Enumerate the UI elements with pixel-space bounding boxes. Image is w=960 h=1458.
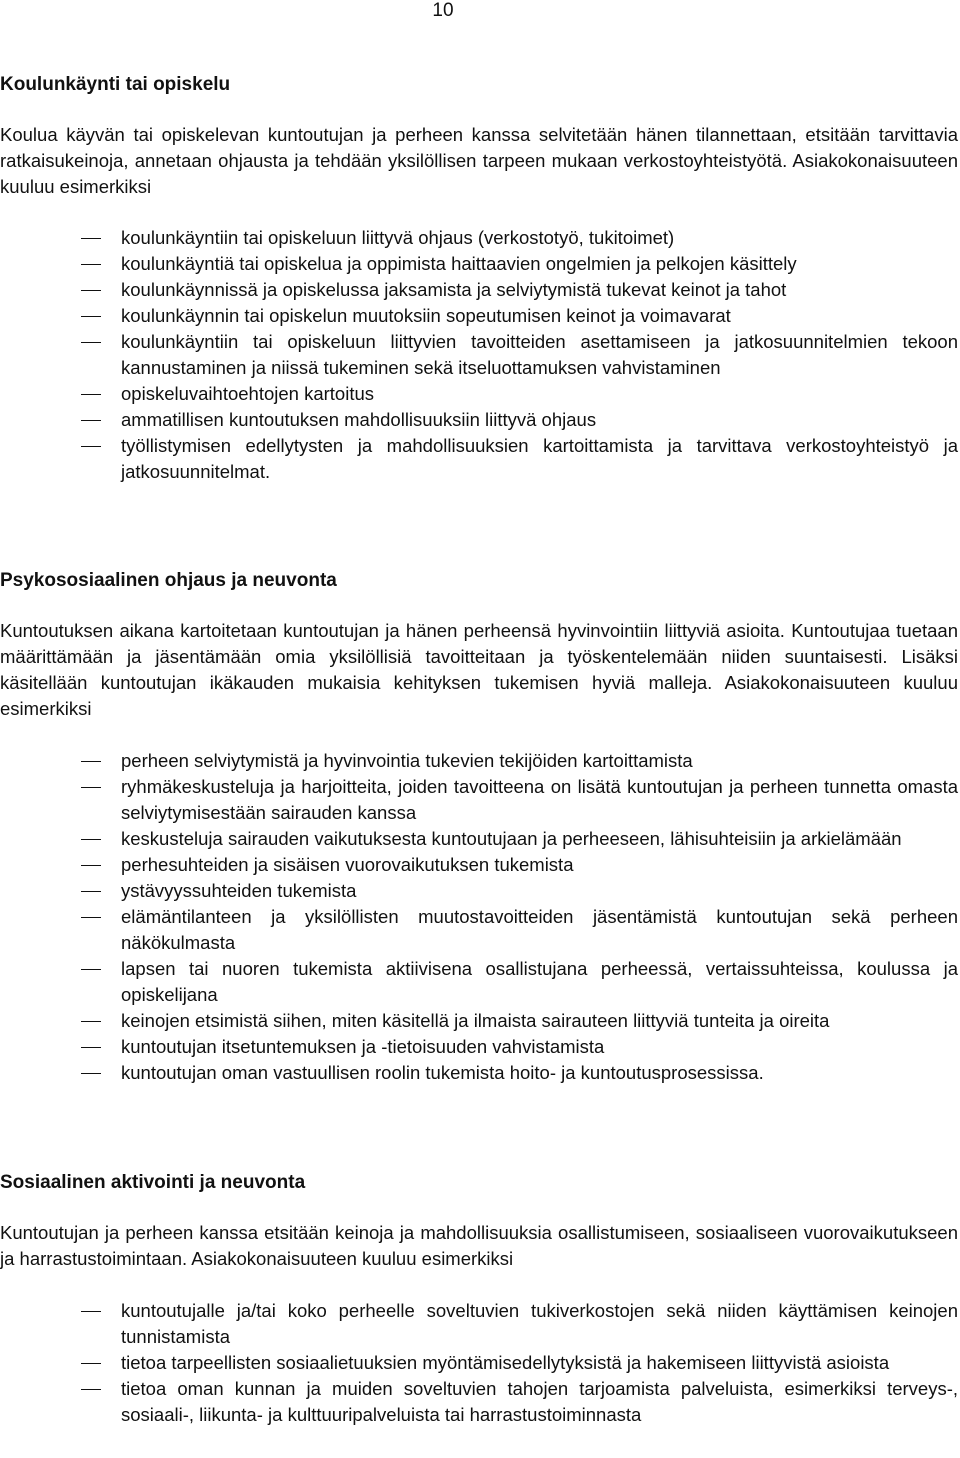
section-intro: Koulua käyvän tai opiskelevan kuntoutujan ja perheen kanssa selvitetään hänen tilannettaan, etsitään tarvittavia ratkaisukeinoja, annetaan ohjausta ja tehdään yksilöllisen tarpeen mukaan verkostoyhteistyötä. Asiakokonaisuuteen kuuluu esimerkiksi [0,124,958,197]
list-item: kuntoutujan itsetuntemuksen ja -tietoisuuden vahvistamista [0,1034,958,1060]
dash-bullet-icon [81,969,101,970]
section-intro: Kuntoutuksen aikana kartoitetaan kuntoutujan ja hänen perheensä hyvinvointiin liittyviä asioita. Kuntoutujaa tuetaan määrittämään ja jäsentämään omia yksilöllisiä tavoitteitaan ja työskentelemään niiden suuntaisesti. Lisäksi käsitellään kuntoutujan ikäkauden mukaisia kehityksen tukemisen hyviä malleja. Asiakokonaisuuteen kuuluu esimerkiksi [0,620,958,719]
dash-bullet-icon [81,865,101,866]
list-item: ryhmäkeskusteluja ja harjoitteita, joiden tavoitteena on lisätä kuntoutujan ja perheen tunnetta omasta selviytymisestään sairauden kanssa [0,774,958,826]
dash-bullet-icon [81,264,101,265]
dash-bullet-icon [81,342,101,343]
dash-bullet-icon [81,1047,101,1048]
section-psykososiaalinen [0,568,958,1086]
list-item: ammatillisen kuntoutuksen mahdollisuuksiin liittyvä ohjaus [0,407,958,433]
bullet-list [0,225,958,485]
bullet-list [0,1298,958,1428]
list-item: perhesuhteiden ja sisäisen vuorovaikutuksen tukemista [0,852,958,878]
dash-bullet-icon [81,238,101,239]
list-item: ystävyyssuhteiden tukemista [0,878,958,904]
list-item: lapsen tai nuoren tukemista aktiivisena osallistujana perheessä, vertaissuhteissa, koulussa ja opiskelijana [0,956,958,1008]
list-item: koulunkäyntiin tai opiskeluun liittyvä ohjaus (verkostotyö, tukitoimet) [0,225,958,251]
page-number: 10 [432,0,454,21]
list-item: keskusteluja sairauden vaikutuksesta kuntoutujaan ja perheeseen, lähisuhteisiin ja arkielämään [0,826,958,852]
dash-bullet-icon [81,420,101,421]
list-item: koulunkäyntiä tai opiskelua ja oppimista haittaavien ongelmien ja pelkojen käsittely [0,251,958,277]
dash-bullet-icon [81,394,101,395]
dash-bullet-icon [81,1021,101,1022]
dash-bullet-icon [81,1311,101,1312]
list-item: opiskeluvaihtoehtojen kartoitus [0,381,958,407]
section-intro: Kuntoutujan ja perheen kanssa etsitään keinoja ja mahdollisuuksia osallistumiseen, sosiaaliseen vuorovaikutukseen ja harrastustoimintaan. Asiakokonaisuuteen kuuluu esimerkiksi [0,1222,958,1269]
dash-bullet-icon [81,446,101,447]
list-item: tietoa oman kunnan ja muiden soveltuvien tahojen tarjoamista palveluista, esimerkiksi terveys-, sosiaali-, liikunta- ja kulttuuripalveluista tai harrastustoiminnasta [0,1376,958,1428]
list-item: kuntoutujan oman vastuullisen roolin tukemista hoito- ja kuntoutusprosessissa. [0,1060,958,1086]
list-item: kuntoutujalle ja/tai koko perheelle soveltuvien tukiverkostojen sekä niiden käyttämisen keinojen tunnistamista [0,1298,958,1350]
dash-bullet-icon [81,891,101,892]
section-heading: Sosiaalinen aktivointi ja neuvonta [0,1172,306,1193]
dash-bullet-icon [81,761,101,762]
section-koulunkaynti [0,72,958,485]
bullet-list [0,748,958,1086]
list-item: perheen selviytymistä ja hyvinvointia tukevien tekijöiden kartoittamista [0,748,958,774]
list-item: koulunkäyntiin tai opiskeluun liittyvien tavoitteiden asettamiseen ja jatkosuunnitelmien tekoon kannustaminen ja niissä tukeminen sekä itseluottamuksen vahvistaminen [0,329,958,381]
list-item: elämäntilanteen ja yksilöllisten muutostavoitteiden jäsentämistä kuntoutujan sekä perheen näkökulmasta [0,904,958,956]
dash-bullet-icon [81,787,101,788]
section-heading: Psykososiaalinen ohjaus ja neuvonta [0,570,337,591]
list-item: tietoa tarpeellisten sosiaalietuuksien myöntämisedellytyksistä ja hakemiseen liittyvistä asioista [0,1350,958,1376]
dash-bullet-icon [81,1389,101,1390]
list-item: keinojen etsimistä siihen, miten käsitellä ja ilmaista sairauteen liittyviä tunteita ja oireita [0,1008,958,1034]
dash-bullet-icon [81,316,101,317]
section-sosiaalinen [0,1170,958,1428]
dash-bullet-icon [81,839,101,840]
list-item: koulunkäynnissä ja opiskelussa jaksamista ja selviytymistä tukevat keinot ja tahot [0,277,958,303]
list-item: koulunkäynnin tai opiskelun muutoksiin sopeutumisen keinot ja voimavarat [0,303,958,329]
section-heading: Koulunkäynti tai opiskelu [0,74,231,95]
list-item: työllistymisen edellytysten ja mahdollisuuksien kartoittamista ja tarvittava verkostoyhteistyö ja jatkosuunnitelmat. [0,433,958,485]
dash-bullet-icon [81,290,101,291]
dash-bullet-icon [81,1073,101,1074]
dash-bullet-icon [81,917,101,918]
dash-bullet-icon [81,1363,101,1364]
